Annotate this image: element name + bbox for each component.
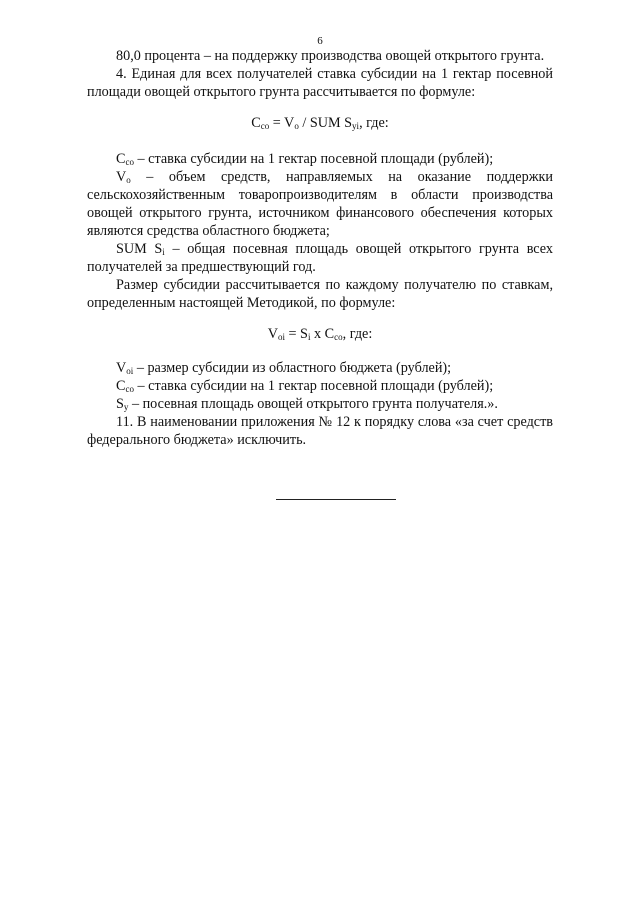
- definition-voi: [87, 359, 553, 377]
- definition-sy-sub: y: [123, 402, 129, 412]
- definition-sy: [87, 395, 553, 413]
- formula-subsidy-s-sub: i: [307, 332, 311, 342]
- definition-vo-text: – объем средств, направляемых на оказание поддержки сельскохозяйственным товаропроизводителям в области производства овощей открытого грунта, источником финансового обеспечения которых являются средства областного бюджета;: [87, 169, 553, 239]
- formula-rate-tail: , где:: [359, 115, 389, 131]
- definition-sum-si-text: – общая посевная площадь овощей открытого грунта всех получателей за предшествующий год.: [87, 241, 553, 275]
- definition-cco-2-sub: co: [125, 384, 134, 394]
- definition-cco-2-symbol: C: [116, 378, 126, 394]
- definition-voi-symbol: V: [116, 360, 127, 376]
- definition-vo-symbol: V: [116, 169, 127, 185]
- formula-subsidy-eq: = S: [284, 326, 308, 342]
- formula-rate-s-sub: yi: [352, 121, 360, 131]
- definition-cco: [87, 150, 553, 168]
- definition-sy-text: – посевная площадь овощей открытого грунта получателя.».: [128, 396, 498, 412]
- definition-voi-text: – размер субсидии из областного бюджета (рублей);: [133, 360, 452, 376]
- paragraph-subsidy-size: Размер субсидии рассчитывается по каждому получателю по ставкам, определенным настоящей Методикой, по формуле:: [87, 277, 553, 311]
- formula-rate-v-sub: o: [294, 121, 299, 131]
- definition-cco-sub: co: [125, 157, 134, 167]
- definition-sum-si-sub: i: [162, 247, 165, 257]
- paragraph-rate-definition: 4. Единая для всех получателей ставка субсидии на 1 гектар посевной площади овощей открытого грунта рассчитывается по формуле:: [87, 66, 553, 100]
- formula-subsidy-lhs: V: [267, 326, 278, 342]
- formula-rate-eq: = V: [269, 115, 295, 131]
- definition-voi-sub: oi: [126, 366, 134, 376]
- formula-subsidy: [87, 325, 553, 343]
- page-number: 6: [317, 35, 323, 47]
- end-of-document-divider: [276, 499, 396, 500]
- definition-cco-symbol: C: [116, 151, 126, 167]
- paragraph-vegetable-support: 80,0 процента – на поддержку производства овощей открытого грунта.: [116, 48, 545, 64]
- formula-subsidy-tail: , где:: [342, 326, 373, 342]
- paragraph-item-11: 11. В наименовании приложения № 12 к порядку слова «за счет средств федерального бюджета» исключить.: [87, 414, 553, 448]
- formula-rate-lhs: C: [251, 115, 261, 131]
- definition-sum-si: [87, 240, 553, 276]
- document-body: [87, 47, 553, 449]
- formula-subsidy-lhs-sub: oi: [277, 332, 285, 342]
- definition-vo-sub: o: [126, 175, 131, 185]
- formula-subsidy-c-sub: co: [334, 332, 343, 342]
- definition-cco-2-text: – ставка субсидии на 1 гектар посевной площади (рублей);: [133, 378, 494, 394]
- definition-sy-symbol: S: [116, 396, 124, 412]
- definition-cco-2: [87, 377, 553, 395]
- definition-vo: [87, 168, 553, 240]
- formula-rate-mid: / SUM S: [298, 115, 353, 131]
- formula-rate: [87, 114, 553, 132]
- formula-subsidy-mid: x C: [310, 326, 335, 342]
- definition-sum-si-symbol: SUM S: [116, 241, 163, 257]
- formula-rate-lhs-sub: co: [260, 121, 270, 131]
- definition-cco-text: – ставка субсидии на 1 гектар посевной площади (рублей);: [133, 151, 494, 167]
